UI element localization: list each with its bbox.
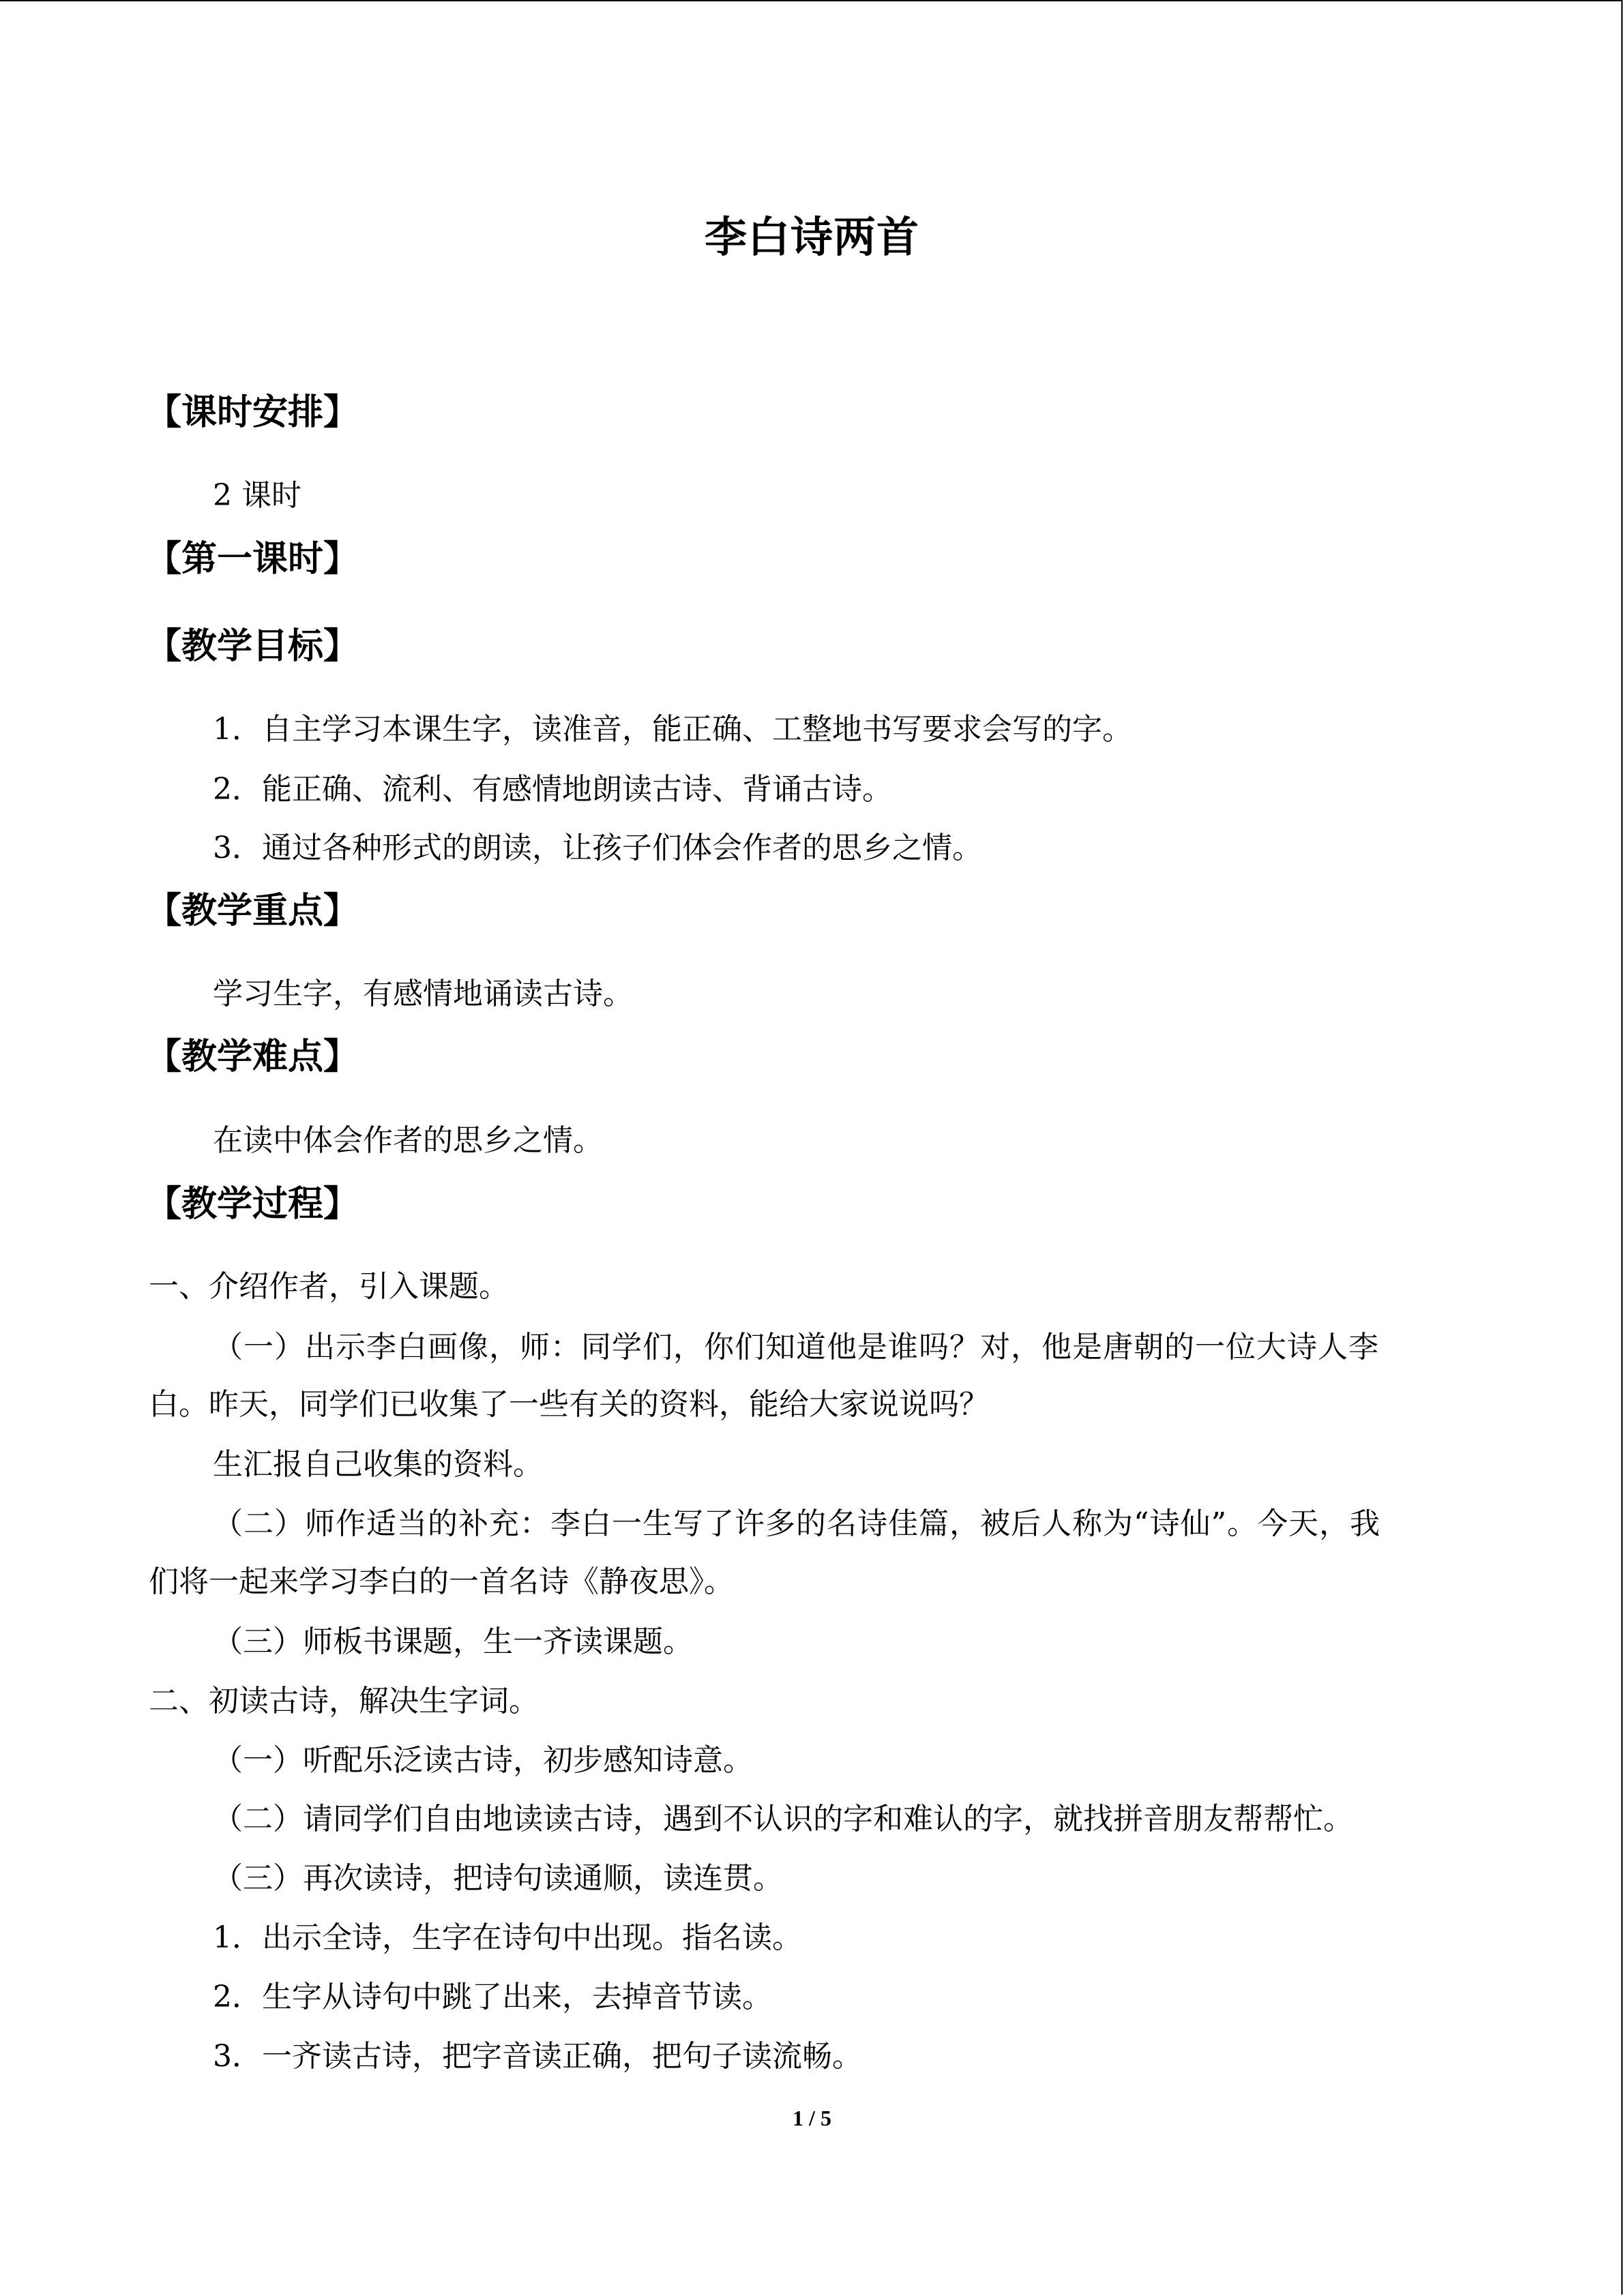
process-paragraph: （二）师作适当的补充：李白一生写了许多的名诗佳篇，被后人称为“诗仙”。今天，我 [213, 1506, 1381, 1541]
heading-difficulties: 【教学难点】 [146, 1037, 359, 1077]
process-paragraph: 生汇报自己收集的资料。 [213, 1447, 543, 1482]
heading-first-lesson: 【第一课时】 [146, 539, 359, 580]
process-step-heading: 二、初读古诗，解决生字词。 [149, 1684, 539, 1718]
process-paragraph: 3．一齐读古诗，把字音读正确，把句子读流畅。 [213, 2039, 862, 2074]
objective-item: 3．通过各种形式的朗读，让孩子们体会作者的思乡之情。 [213, 831, 982, 865]
process-paragraph: （二）请同学们自由地读读古诗，遇到不认识的字和难认的字，就找拼音朋友帮帮忙。 [213, 1802, 1353, 1836]
process-paragraph: 们将一起来学习李白的一首名诗《静夜思》。 [149, 1564, 734, 1599]
process-paragraph: 1．出示全诗，生字在诗句中出现。指名读。 [213, 1920, 802, 1955]
process-paragraph: （一）听配乐泛读古诗，初步感知诗意。 [213, 1743, 753, 1778]
process-paragraph: 2．生字从诗句中跳了出来，去掉音节读。 [213, 1980, 772, 2014]
heading-process: 【教学过程】 [146, 1184, 359, 1225]
heading-key-points: 【教学重点】 [146, 891, 359, 931]
difficulties-text: 在读中体会作者的思乡之情。 [213, 1123, 603, 1158]
process-step-heading: 一、介绍作者，引入课题。 [149, 1269, 509, 1304]
key-points-text: 学习生字，有感情地诵读古诗。 [213, 976, 633, 1011]
schedule-text: 2 课时 [213, 478, 301, 513]
page-number: 1 / 5 [793, 2106, 831, 2130]
objective-item: 2．能正确、流利、有感情地朗读古诗、背诵古诗。 [213, 772, 892, 807]
process-paragraph: 白。昨天，同学们已收集了一些有关的资料，能给大家说说吗？ [149, 1387, 989, 1422]
document-title: 李白诗两首 [704, 212, 919, 262]
heading-objectives: 【教学目标】 [146, 626, 359, 667]
process-paragraph: （三）再次读诗，把诗句读通顺，读连贯。 [213, 1861, 783, 1896]
process-paragraph: （三）师板书课题，生一齐读课题。 [213, 1624, 693, 1659]
objective-item: 1．自主学习本课生字，读准音，能正确、工整地书写要求会写的字。 [213, 712, 1132, 747]
process-paragraph: （一）出示李白画像，师：同学们，你们知道他是谁吗？对，他是唐朝的一位大诗人李 [213, 1330, 1379, 1365]
heading-schedule: 【课时安排】 [146, 392, 359, 433]
